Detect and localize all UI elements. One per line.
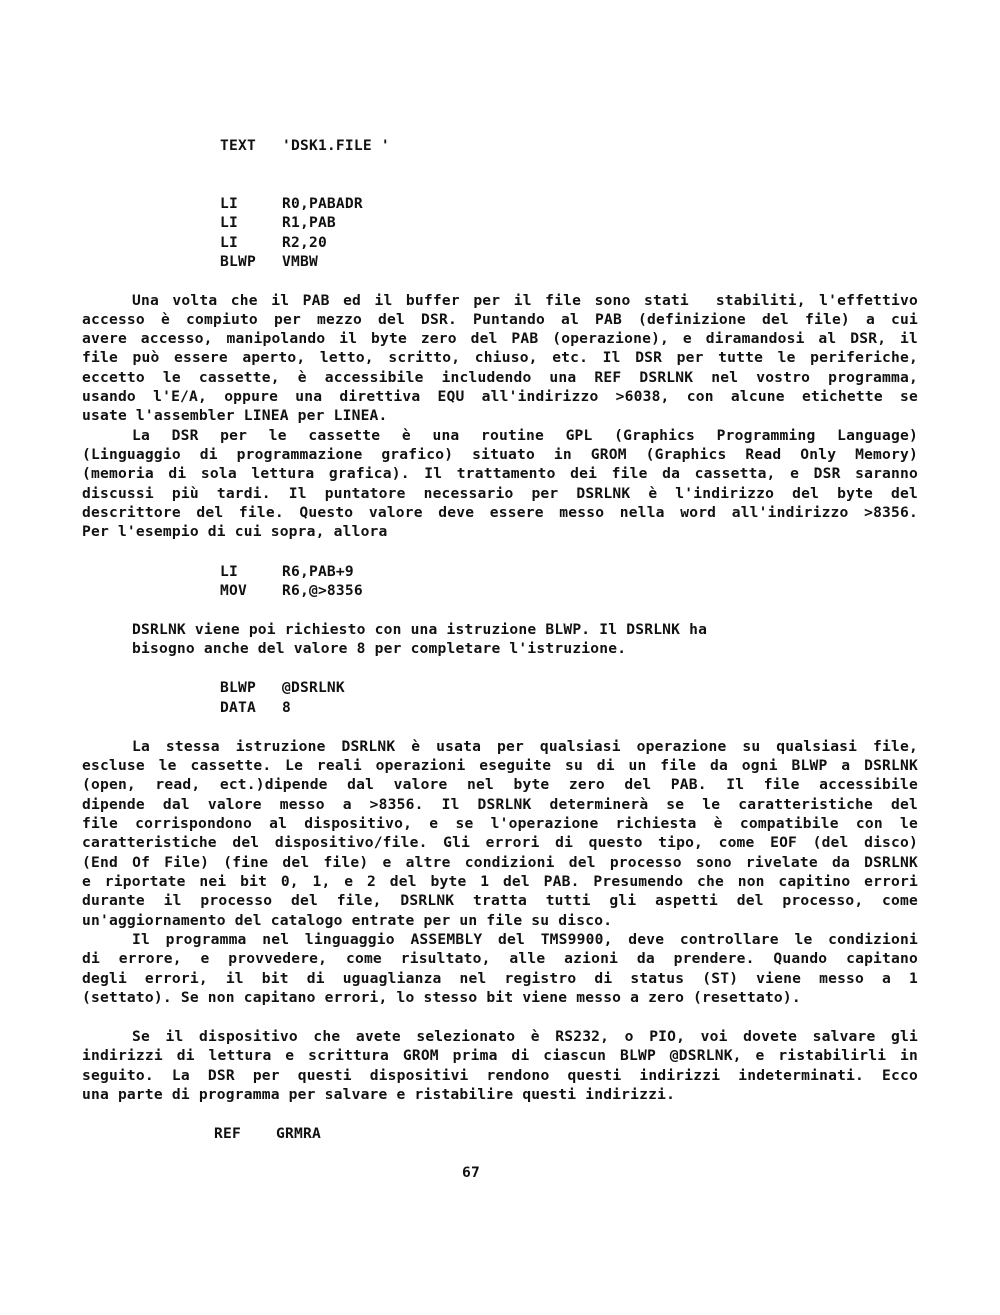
text-line: Il programma nel linguaggio ASSEMBLY del TMS9900, deve controllare le condizioni <box>132 931 918 948</box>
text-line: e riportate nei bit 0, 1, e 2 del byte 1 del PAB. Presumendo che non capitino errori <box>82 873 918 890</box>
text-line: (Linguaggio di programmazione grafico) situato in GROM (Graphics Read Only Memory) <box>82 446 918 463</box>
text-line: dipende dal valore messo a >8356. Il DSRLNK determinerà se le caratteristiche del <box>82 796 918 813</box>
text-line: caratteristiche del dispositivo/file. Gli errori di questo tipo, come EOF (del disco) <box>82 834 918 851</box>
code-line: REF GRMRA <box>214 1125 321 1142</box>
text-line: file corrispondono al dispositivo, e se l'operazione richiesta è compatibile con le <box>82 815 918 832</box>
code-line: BLWP @DSRLNK <box>220 679 345 696</box>
code-line: LI R2,20 <box>220 234 327 251</box>
text-line: descrittore del file. Questo valore deve essere messo nella word all'indirizzo >8356. <box>82 504 918 521</box>
code-line: LI R0,PABADR <box>220 195 363 212</box>
code-line: LI R1,PAB <box>220 214 336 231</box>
text-line: Per l'esempio di cui sopra, allora <box>82 523 388 540</box>
text-line: indirizzi di lettura e scrittura GROM prima di ciascun BLWP @DSRLNK, e ristabilirli in <box>82 1047 918 1064</box>
text-line: (memoria di sola lettura grafica). Il trattamento dei file da cassetta, e DSR saranno <box>82 465 918 482</box>
text-line: usate l'assembler LINEA per LINEA. <box>82 407 388 424</box>
text-line: degli errori, il bit di uguaglianza nel registro di status (ST) viene messo a 1 <box>82 970 918 987</box>
text-line: escluse le cassette. Le reali operazioni eseguite su di un file da ogni BLWP a DSRLNK <box>82 757 918 774</box>
text-line: un'aggiornamento del catalogo entrate per un file su disco. <box>82 912 613 929</box>
text-line: La stessa istruzione DSRLNK è usata per qualsiasi operazione su qualsiasi file, <box>132 738 918 755</box>
text-line: (open, read, ect.)dipende dal valore nel byte zero del PAB. Il file accessibile <box>82 776 918 793</box>
text-line: La DSR per le cassette è una routine GPL (Graphics Programming Language) <box>132 427 918 444</box>
text-line: (End Of File) (fine del file) e altre condizioni del processo sono rivelate da DSRLNK <box>82 854 918 871</box>
text-line: DSRLNK viene poi richiesto con una istruzione BLWP. Il DSRLNK ha <box>132 621 708 638</box>
text-line: eccetto le cassette, è accessibile includendo una REF DSRLNK nel vostro programma, <box>82 369 918 386</box>
page-number: 67 <box>462 1164 480 1181</box>
code-line: DATA 8 <box>220 699 291 716</box>
code-line: MOV R6,@>8356 <box>220 582 363 599</box>
text-line: Se il dispositivo che avete selezionato è RS232, o PIO, voi dovete salvare gli <box>132 1028 918 1045</box>
text-line: durante il processo del file, DSRLNK tratta tutti gli aspetti del processo, come <box>82 892 918 909</box>
text-line: una parte di programma per salvare e ristabilire questi indirizzi. <box>82 1086 676 1103</box>
text-line: discussi più tardi. Il puntatore necessario per DSRLNK è l'indirizzo del byte del <box>82 485 918 502</box>
text-line: file può essere aperto, letto, scritto, chiuso, etc. Il DSR per tutte le periferiche, <box>82 349 918 366</box>
text-line: (settato). Se non capitano errori, lo stesso bit viene messo a zero (resettato). <box>82 989 801 1006</box>
code-line: TEXT 'DSK1.FILE ' <box>220 137 390 154</box>
code-line: BLWP VMBW <box>220 253 318 270</box>
text-line: bisogno anche del valore 8 per completare l'istruzione. <box>132 640 627 657</box>
code-line: LI R6,PAB+9 <box>220 563 354 580</box>
text-line: avere accesso, manipolando il byte zero del PAB (operazione), e diramandosi al DSR, il <box>82 330 918 347</box>
text-line: usando l'E/A, oppure una direttiva EQU all'indirizzo >6038, con alcune etichette se <box>82 388 918 405</box>
text-line: seguito. La DSR per questi dispositivi rendono questi indirizzi indeterminati. Ecco <box>82 1067 918 1084</box>
text-line: Una volta che il PAB ed il buffer per il file sono stati stabiliti, l'effettivo <box>132 292 918 309</box>
text-line: di errore, e provvedere, come risultato, alle azioni da prendere. Quando capitano <box>82 950 918 967</box>
text-line: accesso è compiuto per mezzo del DSR. Puntando al PAB (definizione del file) a cui <box>82 311 918 328</box>
